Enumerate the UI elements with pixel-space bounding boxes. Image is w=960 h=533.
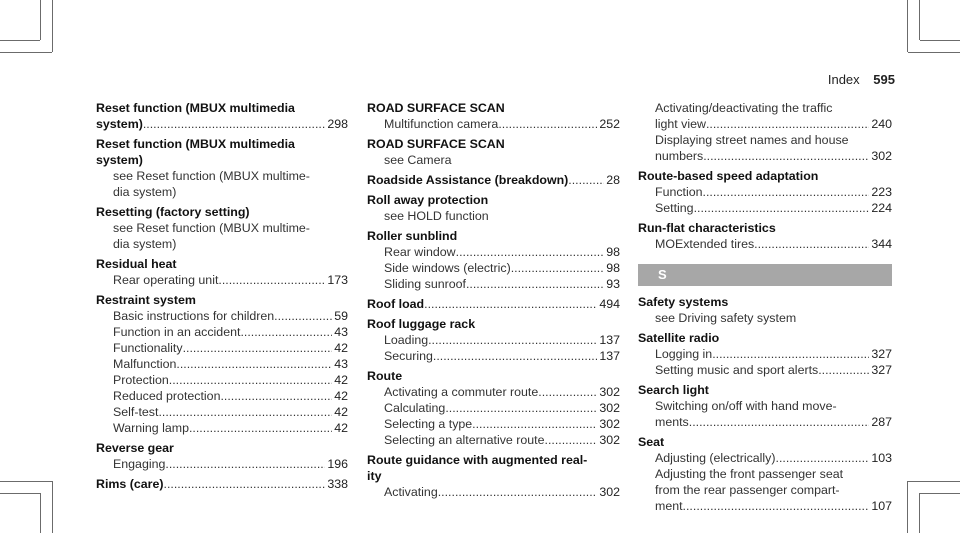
index-entry: Route guidance with augmented real- ity Activating ..... 302 [367,452,620,500]
crop-mark [52,0,53,52]
index-column-3 [638,100,892,518]
sub-entry[interactable]: ment ..... 107 [638,498,892,514]
index-entry: Resetting (factory setting) see Reset function (MBUX multime- dia system) [96,204,348,252]
index-link[interactable]: system) ..... 298 [96,116,348,132]
crop-mark [919,0,920,40]
index-entry: Roll away protection see HOLD function [367,192,620,224]
index-entry-continued: Activating/deactivating the traffic light view ..... 240 Displaying street names and house numbers ..... 302 [638,100,892,164]
crop-mark [0,52,52,53]
sub-entry[interactable]: Adjusting (electrically) ..... 103 [638,450,892,466]
crop-mark [920,493,960,494]
sub-entry[interactable]: Setting ..... 224 [638,200,892,216]
index-entry: Reverse gear Engaging ..... 196 [96,440,348,472]
crop-mark [40,0,41,40]
sub-entry[interactable]: Basic instructions for children ..... 59 [96,308,348,324]
see-reference[interactable]: see Driving safety system [655,311,797,325]
sub-entry[interactable]: Selecting an alternative route ..... 302 [367,432,620,448]
sub-entry[interactable]: Malfunction ..... 43 [96,356,348,372]
sub-entry[interactable]: Sliding sunroof ..... 93 [367,276,620,292]
see-reference[interactable]: see Camera [384,153,452,167]
index-entry: Seat Adjusting (electrically) ..... 103 Adjusting the front passenger seat from the rear passenger compart- ment ..... 107 [638,434,892,514]
crop-mark [907,0,908,52]
sub-entry[interactable]: Loading ..... 137 [367,332,620,348]
crop-mark [0,481,52,482]
crop-mark [40,493,41,533]
see-reference-cont: dia system) [113,185,177,199]
crop-mark [0,493,40,494]
index-entry: ROAD SURFACE SCAN see Camera [367,136,620,168]
index-entry [96,476,348,492]
index-entry: Roof luggage rack Loading ..... 137 Securing ..... 137 [367,316,620,364]
crop-mark [908,481,960,482]
index-entry [367,296,620,312]
see-reference-cont: dia system) [113,237,177,251]
sub-entry[interactable]: Functionality ..... 42 [96,340,348,356]
sub-entry[interactable]: Calculating ..... 302 [367,400,620,416]
index-entry: Route-based speed adaptation Function ..... 223 Setting ..... 224 [638,168,892,216]
crop-mark [919,493,920,533]
index-entry: Run-flat characteristics MOExtended tires ..... 344 [638,220,892,252]
section-name: Index [827,72,860,87]
see-reference[interactable]: see Reset function (MBUX multime- [113,221,310,235]
sub-entry[interactable]: Protection ..... 42 [96,372,348,388]
index-entry: Reset function (MBUX multimedia system) see Reset function (MBUX multime- dia system) [96,136,348,200]
index-link[interactable]: Roof load ..... 494 [367,296,620,312]
sub-entry[interactable]: Reduced protection ..... 42 [96,388,348,404]
sub-entry[interactable]: light view ..... 240 [638,116,892,132]
index-entry: Reset function (MBUX multimedia system) ..... 298 [96,100,348,132]
index-entry: Search light Switching on/off with hand move- ments ..... 287 [638,382,892,430]
index-entry [367,172,620,188]
sub-entry[interactable]: Securing ..... 137 [367,348,620,364]
sub-entry[interactable]: MOExtended tires ..... 344 [638,236,892,252]
index-entry: ROAD SURFACE SCAN Multifunction camera ..... 252 [367,100,620,132]
sub-entry[interactable]: Setting music and sport alerts ..... 327 [638,362,892,378]
page-number: 595 [873,72,895,87]
see-reference[interactable]: see Reset function (MBUX multime- [113,169,310,183]
sub-entry[interactable]: Function in an accident ..... 43 [96,324,348,340]
sub-entry[interactable]: Warning lamp ..... 42 [96,420,348,436]
sub-entry[interactable]: ments ..... 287 [638,414,892,430]
crop-mark [908,52,960,53]
sub-entry[interactable]: Rear window ..... 98 [367,244,620,260]
index-entry: Roller sunblind Rear window ..... 98 Side windows (electric) ..... 98 Sliding sunroof ..... 93 [367,228,620,292]
index-column-2 [367,100,620,504]
index-column-1 [96,100,348,496]
index-entry: Restraint system Basic instructions for children ..... 59 Function in an accident ..... 43 Functionality ..... 42 Malfunction ..... 43 Protection ..... 42 Reduced protection ..... 42 Self-test ..... 42 Warning lamp ..... 42 [96,292,348,436]
see-reference[interactable]: see HOLD function [384,209,489,223]
sub-entry[interactable]: Engaging ..... 196 [96,456,348,472]
index-link[interactable]: Rims (care) ..... 338 [96,476,348,492]
sub-entry[interactable]: Logging in ..... 327 [638,346,892,362]
index-link[interactable]: Roadside Assistance (breakdown) ..... 28 [367,172,620,188]
index-entry: Route Activating a commuter route ..... 302 Calculating ..... 302 Selecting a type ..... 302 Selecting an alternative route ..... 302 [367,368,620,448]
index-entry: Residual heat Rear operating unit ..... 173 [96,256,348,288]
section-letter-bar: S [638,264,892,286]
sub-entry[interactable]: Self-test ..... 42 [96,404,348,420]
sub-entry[interactable]: Multifunction camera ..... 252 [367,116,620,132]
sub-entry[interactable]: Side windows (electric) ..... 98 [367,260,620,276]
crop-mark [920,40,960,41]
sub-entry[interactable]: numbers ..... 302 [638,148,892,164]
sub-entry[interactable]: Activating ..... 302 [367,484,620,500]
sub-entry[interactable]: Selecting a type ..... 302 [367,416,620,432]
sub-entry[interactable]: Function ..... 223 [638,184,892,200]
page-header [828,72,895,87]
crop-mark [52,481,53,533]
sub-entry[interactable]: Rear operating unit ..... 173 [96,272,348,288]
sub-entry[interactable]: Activating a commuter route ..... 302 [367,384,620,400]
index-entry: Satellite radio Logging in ..... 327 Setting music and sport alerts ..... 327 [638,330,892,378]
index-entry: Safety systems see Driving safety system [638,294,892,326]
crop-mark [0,40,40,41]
crop-mark [907,481,908,533]
